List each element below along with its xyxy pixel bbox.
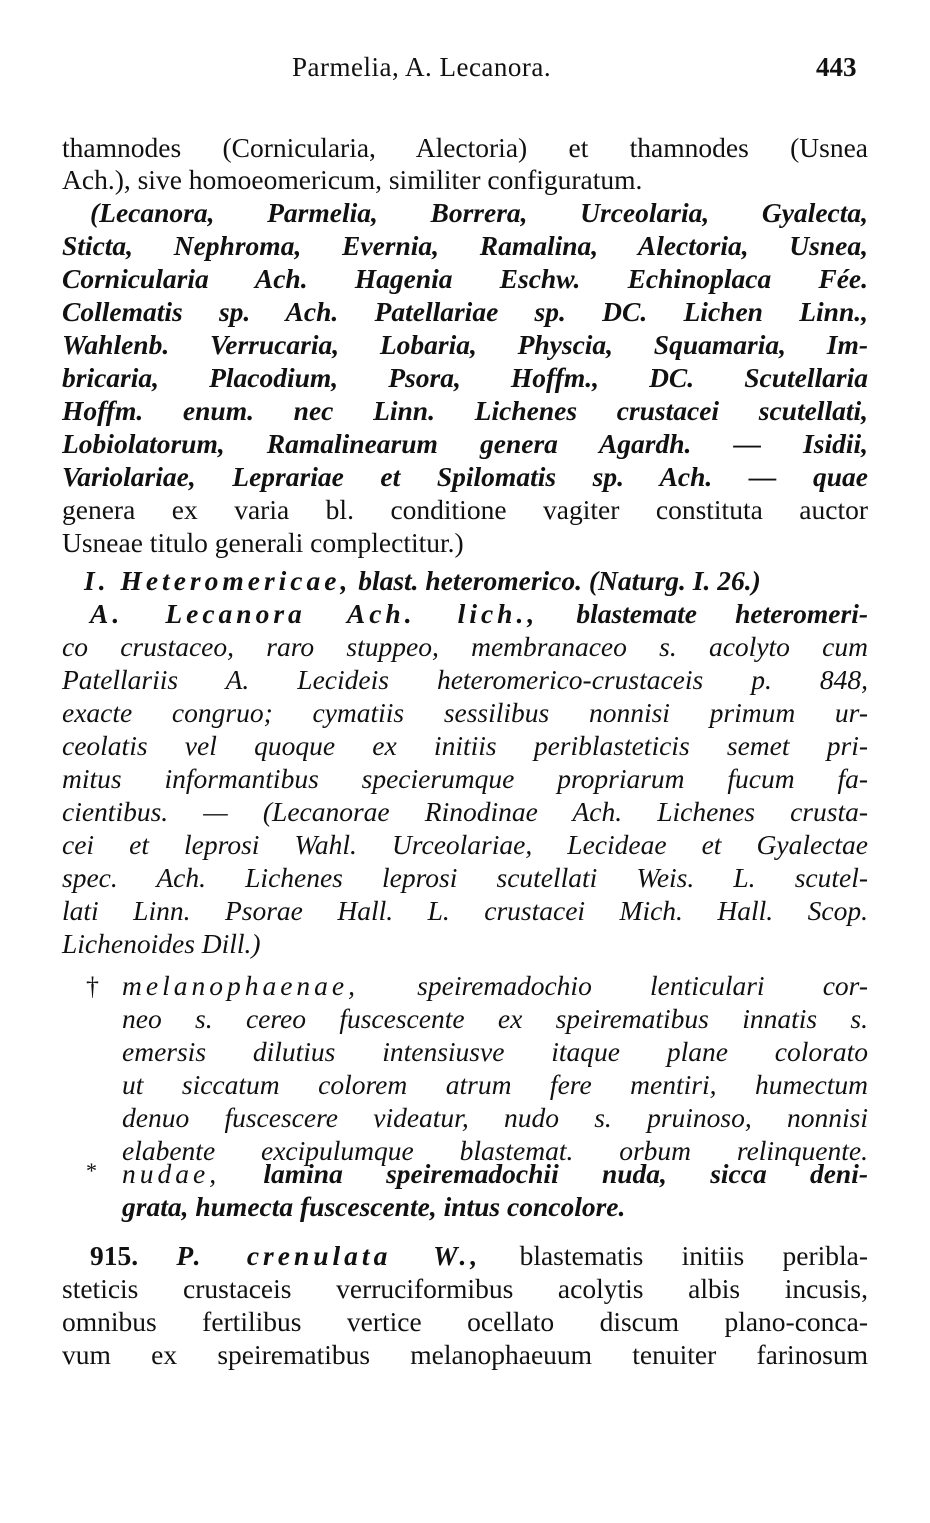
melanophaenae-line-1 [122,970,868,1002]
species-name: P. crenulata W., [176,1240,482,1271]
synonyms-line-6: bricaria, Placodium, Psora, Hoffm., DC. Scutellaria [62,362,868,393]
synonyms-line-9: Variolariae, Leprariae et Spilomatis sp. Ach. — quae [62,461,868,492]
asterisk-symbol: * [86,1158,97,1183]
melanophaenae-label: melanophaenae, [122,970,359,1001]
melanophaenae-line-2: neo s. cereo fuscescente ex speirematibus innatis s. [122,1003,868,1034]
melanophaenae-line-5: denuo fuscescere videatur, nudo s. pruinoso, nonnisi [122,1102,868,1133]
synonyms-line-3: Cornicularia Ach. Hagenia Eschw. Echinoplaca Fée. [62,263,868,294]
nudae-line-2: grata, humecta fuscescente, intus concolore. [122,1191,626,1222]
species-text: blastematis initiis peribla- [519,1240,869,1271]
synonyms-line-2: Sticta, Nephroma, Evernia, Ramalina, Alectoria, Usnea, [62,230,868,261]
nudae-line-1 [122,1158,868,1190]
synonyms-line-1: (Lecanora, Parmelia, Borrera, Urceolaria, Gyalecta, [90,197,868,228]
intro-line-2: Ach.), sive homoeomericum, similiter configuratum. [62,164,643,195]
species-915-line-1 [90,1240,868,1272]
subsection-a-line-8: cei et leprosi Wahl. Urceolariae, Lecideae et Gyalectae [62,829,868,860]
melanophaenae-line-3: emersis dilutius intensiusve itaque plane colorato [122,1036,868,1067]
subsection-a-label: A. Lecanora Ach. lich., [90,598,539,629]
species-915-line-2: steticis crustaceis verruciformibus acolytis albis incusis, [62,1273,868,1304]
subsection-a-line-9: spec. Ach. Lichenes leprosi scutellati Weis. L. scutel- [62,862,868,893]
synonyms-line-4: Collematis sp. Ach. Patellariae sp. DC. Lichen Linn., [62,296,868,327]
subsection-a-line-2: co crustaceo, raro stuppeo, membranaceo s. acolyto cum [62,631,868,662]
page-header [0,52,930,92]
synonyms-line-11: Usneae titulo generali complectitur.) [62,527,464,558]
subsection-a-line-3: Patellariis A. Lecideis heteromerico-crustaceis p. 848, [62,664,868,695]
nudae-text: lamina speiremadochii nuda, sicca deni- [263,1158,869,1189]
subsection-a-line-11: Lichenoides Dill.) [62,928,261,959]
synonyms-line-5: Wahlenb. Verrucaria, Lobaria, Physcia, Squamaria, Im- [62,329,868,360]
page-number: 443 [816,52,857,82]
dagger-symbol: † [86,972,99,1001]
species-915-line-3: omnibus fertilibus vertice ocellato discum plano-conca- [62,1306,868,1337]
synonyms-line-8: Lobiolatorum, Ramalinearum genera Agardh. — Isidii, [62,428,868,459]
subsection-a-line-5: ceolatis vel quoque ex initiis periblasteticis semet pri- [62,730,868,761]
synonyms-line-10: genera ex varia bl. conditione vagiter constituta auctor [62,494,868,525]
section-subtitle: blast. heteromerico. (Naturg. I. 26.) [358,565,761,596]
melanophaenae-line-6: elabente excipulumque blastemat. orbum relinquente. [122,1135,868,1166]
subsection-a-text: blastemate heteromeri- [576,598,869,629]
running-title: Parmelia, A. Lecanora. [292,52,552,82]
subsection-a-line-10: lati Linn. Psorae Hall. L. crustacei Mich. Hall. Scop. [62,895,868,926]
melanophaenae-text: speiremadochio lenticulari cor- [417,970,868,1001]
section-heading [84,565,868,597]
section-label: I. Heteromericae, [84,565,352,596]
species-number: 915. [90,1240,139,1271]
subsection-a-line-1 [90,598,868,630]
subsection-a-line-6: mitus informantibus specierumque propriarum fucum fa- [62,763,868,794]
species-915-line-4: vum ex speirematibus melanophaeuum tenuiter farinosum [62,1339,868,1370]
subsection-a-line-4: exacte congruo; cymatiis sessilibus nonnisi primum ur- [62,697,868,728]
melanophaenae-line-4: ut siccatum colorem atrum fere mentiri, humectum [122,1069,868,1100]
subsection-a-line-7: cientibus. — (Lecanorae Rinodinae Ach. Lichenes crusta- [62,796,868,827]
synonyms-line-7: Hoffm. enum. nec Linn. Lichenes crustacei scutellati, [62,395,868,426]
nudae-label: nudae, [122,1158,221,1189]
intro-line-1: thamnodes (Cornicularia, Alectoria) et thamnodes (Usnea [62,132,868,163]
